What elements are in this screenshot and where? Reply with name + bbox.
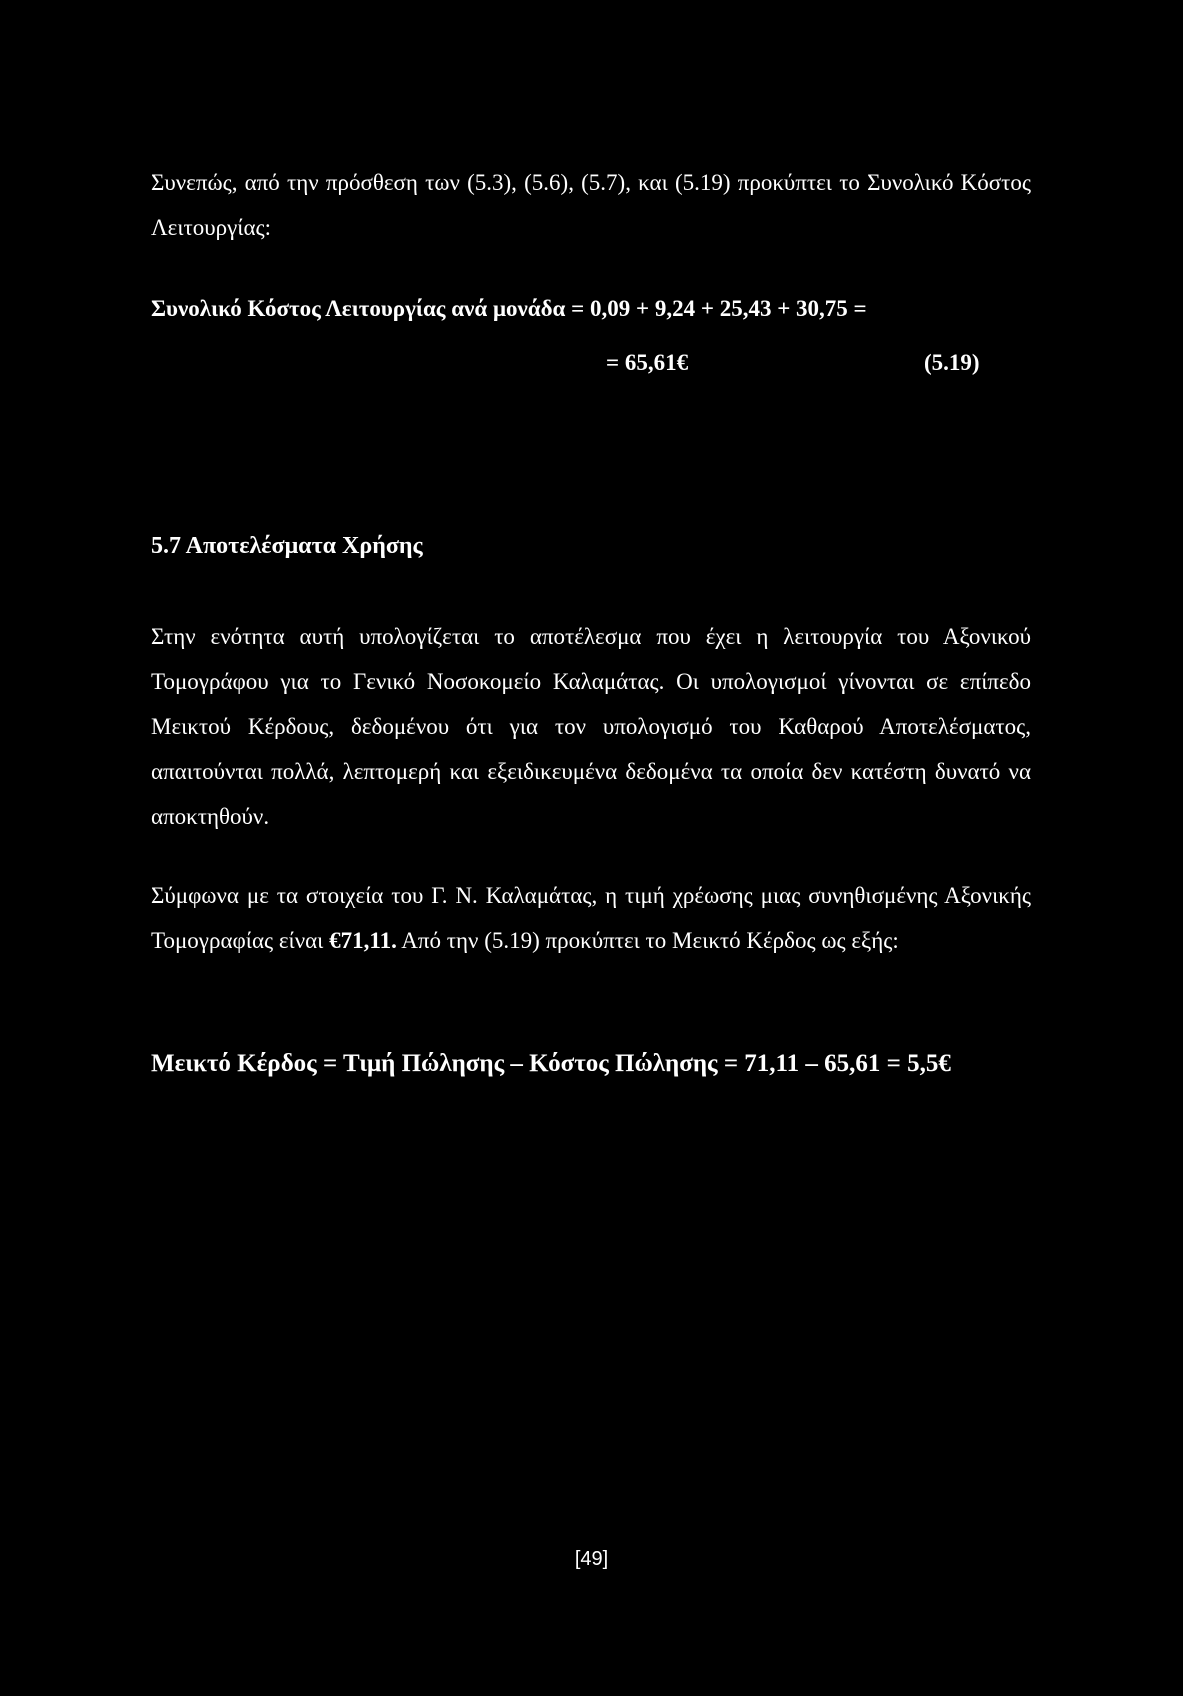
gross-profit-equation: Μεικτό Κέρδος = Τιμή Πώλησης – Κόστος Πώλησης = 71,11 – 65,61 = 5,5€ xyxy=(151,1050,951,1077)
total-cost-equation: Συνολικό Κόστος Λειτουργίας ανά μονάδα = 0,09 + 9,24 + 25,43 + 30,75 = xyxy=(151,296,867,321)
page-number: [49] xyxy=(574,1548,609,1570)
price-paragraph xyxy=(151,873,1031,963)
section-paragraph: Στην ενότητα αυτή υπολογίζεται το αποτέλεσμα που έχει η λειτουργία του Αξονικού Τομογράφου για το Γενικό Νοσοκομείο Καλαμάτας. Οι υπολογισμοί γίνονται σε επίπεδο Μεικτού Κέρδους, δεδομένου ότι για τον υπολογισμό του Καθαρού Αποτελέσματος, απαιτούνται πολλά, λεπτομερή και εξειδικευμένα δεδομένα τα οποία δεν κατέστη δυνατό να αποκτηθούν. xyxy=(151,624,1031,829)
scan-price: €71,11. xyxy=(329,928,397,953)
price-paragraph-tail: Από την (5.19) προκύπτει το Μεικτό Κέρδος ως εξής: xyxy=(396,928,899,953)
intro-paragraph: Συνεπώς, από την πρόσθεση των (5.3), (5.6), (5.7), και (5.19) προκύπτει το Συνολικό Κόστος Λειτουργίας: xyxy=(151,170,1031,240)
equation-number: (5.19) xyxy=(924,350,980,375)
price-paragraph-lead: Σύμφωνα με τα στοιχεία του Γ. Ν. Καλαμάτας, η τιμή χρέωσης μιας συνηθισμένης Αξονικής Τομογραφίας είναι xyxy=(151,883,1031,953)
total-cost-result: = 65,61€ xyxy=(606,350,689,375)
section-heading: 5.7 Αποτελέσματα Χρήσης xyxy=(151,533,423,559)
